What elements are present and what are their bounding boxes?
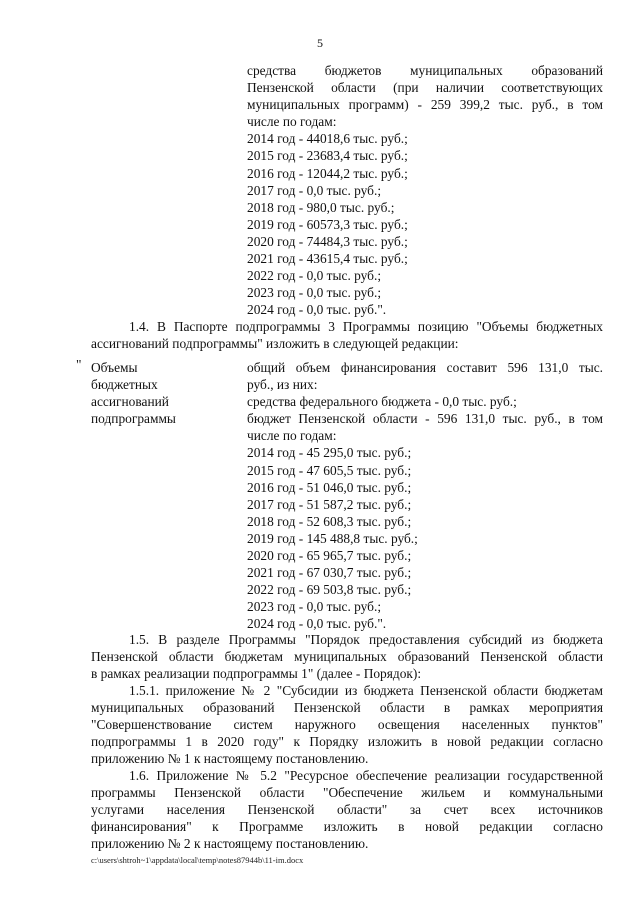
text-line: "Совершенствование систем наружного освещения населенных пунктов": [91, 717, 603, 733]
text-line: средства бюджетов муниципальных образований: [247, 63, 603, 78]
year-line: 2015 год - 47 605,5 тыс. руб.;: [247, 462, 412, 478]
top-funding-block: [247, 62, 603, 318]
year-line: 2016 год - 51 046,0 тыс. руб.;: [247, 479, 412, 495]
text-line: муниципальных программ) - 259 399,2 тыс. руб., в том: [247, 97, 603, 113]
file-path-footer: c:\users\shtroh~1\appdata\local\temp\notes87944b\11-im.docx: [91, 855, 304, 865]
year-line: 2017 год - 0,0 тыс. руб.;: [247, 182, 382, 198]
text-line: муниципальных образований Пензенской области в рамках мероприятия: [91, 700, 603, 716]
label-line: ассигнований: [91, 394, 169, 410]
year-line: 2020 год - 65 965,7 тыс. руб.;: [247, 548, 412, 564]
section-1-6: [91, 767, 603, 852]
year-line: 2018 год - 52 608,3 тыс. руб.;: [247, 513, 412, 529]
year-line: 2024 год - 0,0 тыс. руб.".: [247, 616, 387, 632]
text-line: Пензенской области бюджетам муниципальных образований Пензенской области: [91, 649, 603, 665]
text-line: подпрограммы 1 в 2020 году" к Порядку изложить в новой редакции согласно: [91, 734, 603, 750]
year-line: 2021 год - 43615,4 тыс. руб.;: [247, 251, 408, 267]
year-line: 2014 год - 45 295,0 тыс. руб.;: [247, 445, 412, 461]
section-1-5: [91, 631, 603, 682]
text-line: Пензенской области (при наличии соответствующих: [247, 80, 603, 96]
year-line: 2019 год - 145 488,8 тыс. руб.;: [247, 530, 418, 546]
text-line: в рамках реализации подпрограммы 1" (далее - Порядок):: [91, 666, 422, 682]
text-line: 1.4. В Паспорте подпрограммы 3 Программы позицию "Объемы бюджетных: [129, 319, 603, 334]
year-line: 2016 год - 12044,2 тыс. руб.;: [247, 165, 408, 181]
year-line: 2021 год - 67 030,7 тыс. руб.;: [247, 565, 412, 581]
text-line: 1.5.1. приложение № 2 "Субсидии из бюджета Пензенской области бюджетам: [129, 683, 603, 698]
text-line: приложению № 2 к настоящему постановлению.: [91, 836, 369, 852]
year-line: 2023 год - 0,0 тыс. руб.;: [247, 599, 382, 615]
year-line: 2017 год - 51 587,2 тыс. руб.;: [247, 496, 412, 512]
year-line: 2014 год - 44018,6 тыс. руб.;: [247, 131, 408, 147]
opening-quote: ": [76, 357, 82, 372]
budget-values: [247, 359, 603, 633]
year-line: 2019 год - 60573,3 тыс. руб.;: [247, 216, 408, 232]
text-line: общий объем финансирования составит 596 131,0 тыс.: [247, 360, 603, 375]
text-line: финансирования" к Программе изложить в новой редакции согласно: [91, 819, 603, 835]
year-line: 2022 год - 0,0 тыс. руб.;: [247, 268, 382, 284]
year-line: 2015 год - 23683,4 тыс. руб.;: [247, 148, 408, 164]
text-line: средства федерального бюджета - 0,0 тыс. руб.;: [247, 394, 517, 410]
budget-label: [91, 359, 241, 427]
year-line: 2022 год - 69 503,8 тыс. руб.;: [247, 582, 412, 598]
label-line: Объемы: [91, 360, 138, 375]
section-1-5-1: [91, 682, 603, 767]
text-line: числе по годам:: [247, 428, 337, 444]
text-line: программы Пензенской области "Обеспечение жильем и коммунальными: [91, 785, 603, 801]
year-line: 2024 год - 0,0 тыс. руб.".: [247, 302, 387, 318]
text-line: числе по годам:: [247, 114, 337, 130]
label-line: подпрограммы: [91, 411, 176, 427]
page-number: 5: [317, 36, 323, 50]
text-line: услугами населения Пензенской области" за счет всех источников: [91, 802, 603, 818]
label-line: бюджетных: [91, 377, 158, 393]
text-line: 1.6. Приложение № 5.2 "Ресурсное обеспечение реализации государственной: [129, 768, 603, 783]
year-line: 2023 год - 0,0 тыс. руб.;: [247, 285, 382, 301]
text-line: руб., из них:: [247, 377, 318, 393]
section-1-4: [91, 318, 603, 352]
text-line: ассигнований подпрограммы" изложить в следующей редакции:: [91, 336, 459, 352]
year-line: 2018 год - 980,0 тыс. руб.;: [247, 199, 395, 215]
text-line: 1.5. В разделе Программы "Порядок предоставления субсидий из бюджета: [129, 632, 603, 647]
text-line: приложению № 1 к настоящему постановлению.: [91, 751, 369, 767]
text-line: бюджет Пензенской области - 596 131,0 тыс. руб., в том: [247, 411, 603, 427]
year-line: 2020 год - 74484,3 тыс. руб.;: [247, 233, 408, 249]
